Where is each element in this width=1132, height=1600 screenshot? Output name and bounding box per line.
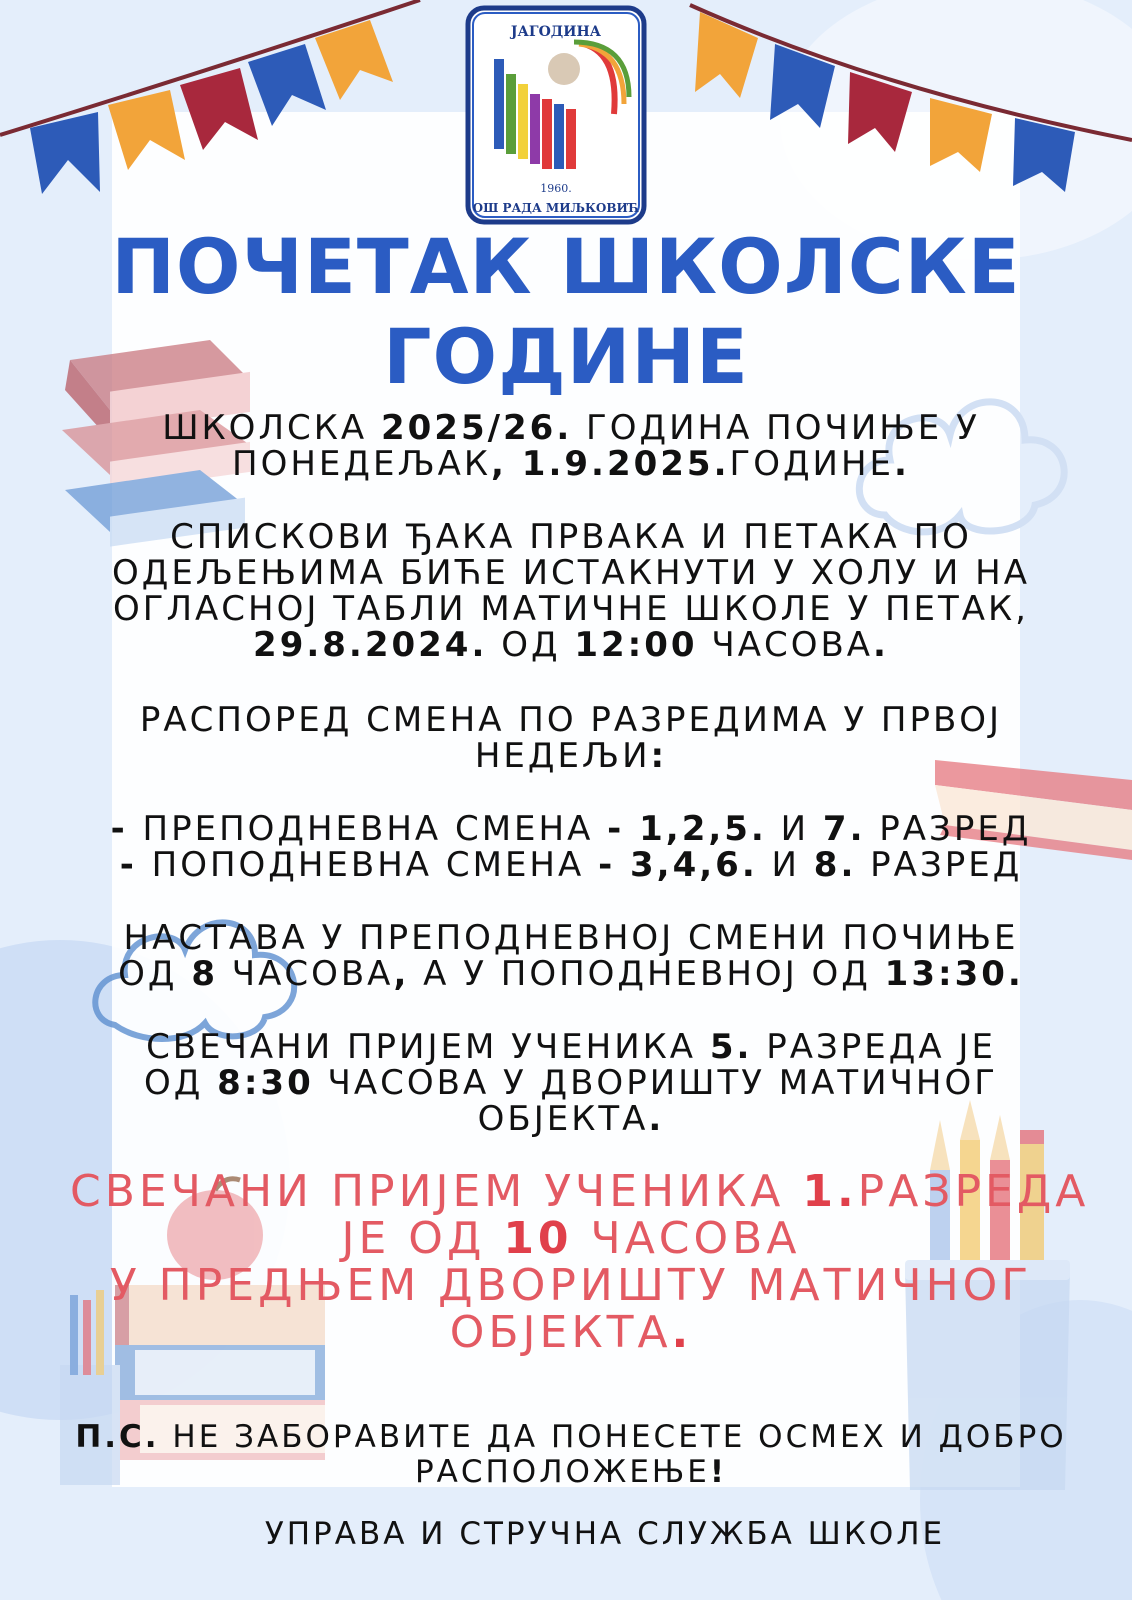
lists-time: 12:00 bbox=[574, 625, 698, 665]
text: П.С. bbox=[75, 1419, 160, 1455]
text: РАЗРЕД bbox=[865, 809, 1032, 849]
text: : bbox=[650, 736, 668, 776]
text: У ПРЕДЊЕМ ДВОРИШТУ МАТИЧНОГ bbox=[109, 1260, 1033, 1311]
first-grade-reception-paragraph bbox=[70, 1166, 1090, 1358]
text: ПРЕПОДНЕВНА СМЕНА bbox=[142, 809, 608, 849]
text: 5. bbox=[709, 1027, 753, 1067]
text: . bbox=[671, 1307, 693, 1358]
shift-schedule-heading bbox=[70, 702, 1072, 774]
text: СВЕЧАНИ ПРИЈЕМ УЧЕНИКА bbox=[70, 1166, 803, 1217]
ps-note bbox=[70, 1420, 1072, 1490]
text: ОБЈЕКТА bbox=[449, 1307, 672, 1358]
text: РАЗРЕД bbox=[856, 845, 1023, 885]
signature-footer: УПРАВА И СТРУЧНА СЛУЖБА ШКОЛЕ bbox=[264, 1516, 946, 1552]
text: 7. bbox=[822, 809, 866, 849]
text: . bbox=[873, 625, 889, 665]
logo-bottom-text: ОШ РАДА МИЉКОВИЋ bbox=[472, 201, 640, 215]
text: РАЗРЕДА bbox=[857, 1166, 1090, 1217]
bunting-right-decoration bbox=[680, 0, 1132, 210]
class-times-paragraph bbox=[70, 920, 1072, 992]
text: НЕ ЗАБОРАВИТЕ ДА ПОНЕСЕТЕ ОСМЕХ И ДОБРО bbox=[159, 1419, 1067, 1455]
text: ОД bbox=[118, 954, 192, 994]
text: ГОДИНЕ bbox=[729, 444, 895, 484]
text: ЧАСОВА bbox=[697, 625, 874, 665]
text: А У ПОПОДНЕВНОЈ ОД bbox=[409, 954, 885, 994]
fifth-grade-reception-paragraph bbox=[70, 1029, 1072, 1137]
text: 8 bbox=[191, 954, 218, 994]
text: РАЗРЕДА ЈЕ bbox=[752, 1027, 996, 1067]
text: . bbox=[648, 1099, 665, 1139]
text: ГОДИНА ПОЧИЊЕ У bbox=[572, 408, 980, 448]
text: НЕДЕЉИ bbox=[474, 736, 651, 776]
class-lists-paragraph bbox=[70, 519, 1072, 663]
text: ОДЕЉЕЊИМА БИЋЕ ИСТАКНУТИ У ХОЛУ И НА bbox=[112, 553, 1030, 593]
text: ЈЕ ОД bbox=[341, 1213, 504, 1264]
logo-top-text: ЈАГОДИНА bbox=[510, 24, 602, 40]
text: ОД bbox=[144, 1063, 218, 1103]
text: 13:30. bbox=[884, 954, 1024, 994]
text: ПОНЕДЕЉАК bbox=[232, 444, 492, 484]
text: ЧАСОВА bbox=[572, 1213, 801, 1264]
text: И bbox=[757, 845, 814, 885]
text: 8. bbox=[813, 845, 857, 885]
bunting-left-decoration bbox=[0, 0, 430, 210]
text: РАСПОЛОЖЕЊЕ bbox=[414, 1454, 710, 1490]
morning-shift-item bbox=[70, 811, 1072, 847]
text: ! bbox=[709, 1454, 728, 1490]
start-date: , 1.9.2025. bbox=[491, 444, 730, 484]
text: 1. bbox=[802, 1166, 858, 1217]
text: ОГЛАСНОЈ ТАБЛИ МАТИЧНЕ ШКОЛЕ У ПЕТАК, bbox=[112, 589, 1029, 629]
school-logo bbox=[464, 4, 648, 226]
shift-list bbox=[70, 811, 1072, 883]
text: РАСПОРЕД СМЕНА ПО РАЗРЕДИМА У ПРВОЈ bbox=[139, 700, 1003, 740]
text: ЧАСОВА У ДВОРИШТУ МАТИЧНОГ bbox=[313, 1063, 998, 1103]
text: НАСТАВА У ПРЕПОДНЕВНОЈ СМЕНИ ПОЧИЊЕ bbox=[123, 918, 1019, 958]
text: ПОПОДНЕВНА СМЕНА bbox=[151, 845, 599, 885]
text: , bbox=[393, 954, 410, 994]
title-line-1: ПОЧЕТАК ШКОЛСКЕ bbox=[111, 222, 1021, 311]
text: - bbox=[119, 845, 152, 885]
afternoon-shift-item bbox=[70, 847, 1072, 883]
text: ЧАСОВА bbox=[217, 954, 394, 994]
start-date-paragraph bbox=[70, 410, 1072, 482]
title-line-2: ГОДИНЕ bbox=[383, 312, 749, 401]
text: - bbox=[110, 809, 143, 849]
logo-year: 1960. bbox=[540, 182, 572, 195]
text: ОБЈЕКТА bbox=[477, 1099, 649, 1139]
text: ОД bbox=[487, 625, 575, 665]
lists-date: 29.8.2024. bbox=[253, 625, 488, 665]
text: СВЕЧАНИ ПРИЈЕМ УЧЕНИКА bbox=[146, 1027, 710, 1067]
text: ШКОЛСКА bbox=[162, 408, 381, 448]
text: . bbox=[894, 444, 910, 484]
text: - 1,2,5. bbox=[607, 809, 767, 849]
text: 8:30 bbox=[217, 1063, 314, 1103]
text: СПИСКОВИ ЂАКА ПРВАКА И ПЕТАКА ПО bbox=[170, 517, 972, 557]
school-year: 2025/26. bbox=[380, 408, 573, 448]
text: И bbox=[766, 809, 823, 849]
text: 10 bbox=[503, 1213, 573, 1264]
text: - 3,4,6. bbox=[598, 845, 758, 885]
page-title bbox=[0, 222, 1132, 402]
